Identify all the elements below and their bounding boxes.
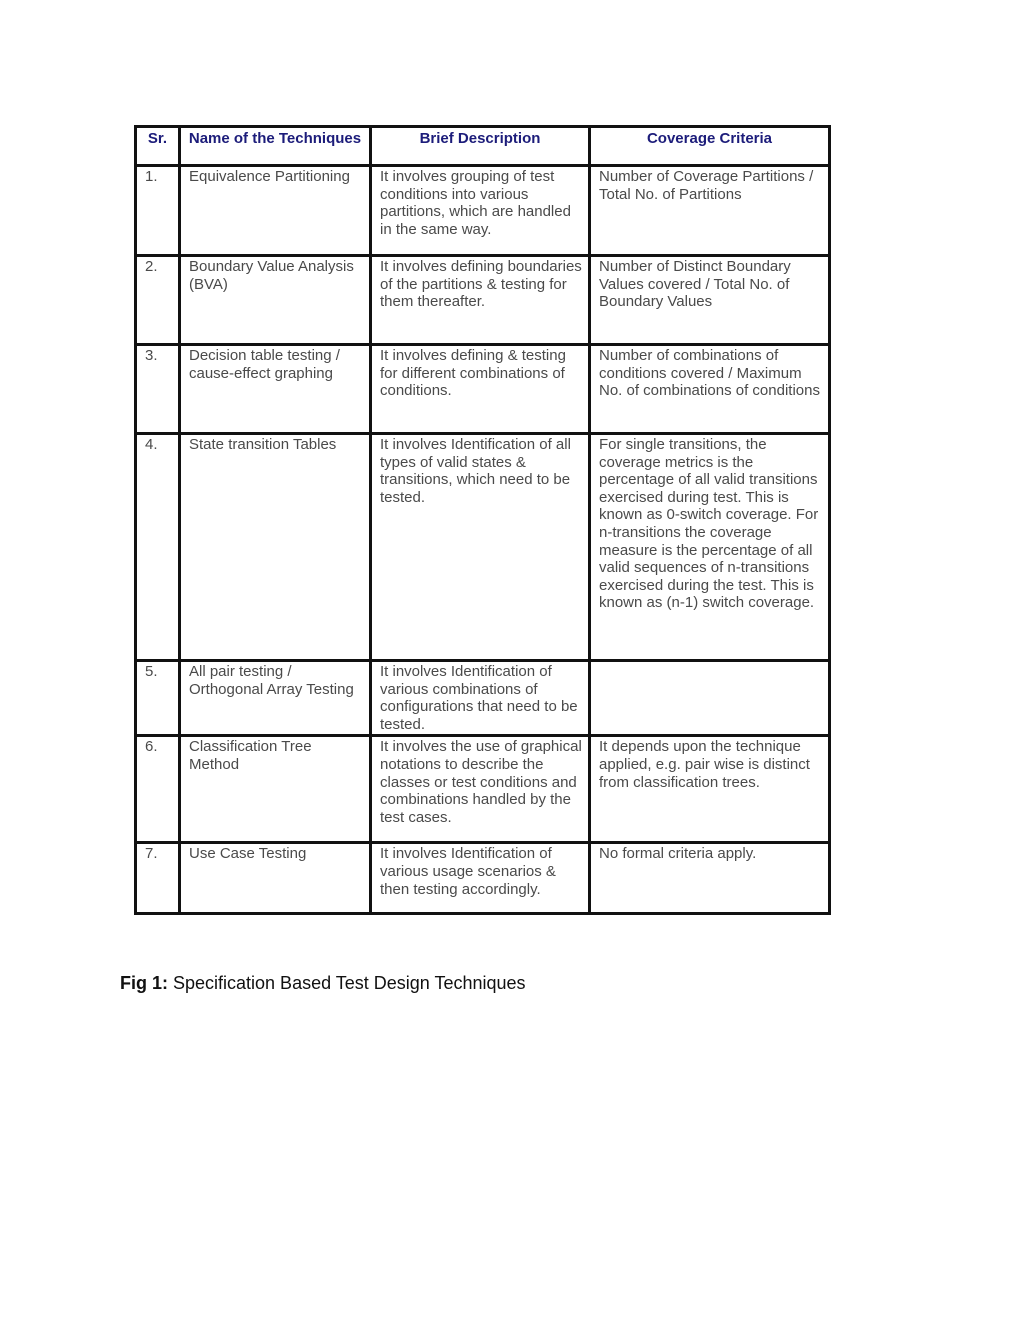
figure-caption [120, 973, 526, 994]
cell-description: It involves defining boundaries of the partitions & testing for them thereafter. [371, 256, 590, 345]
cell-sr: 3. [136, 345, 180, 434]
cell-sr: 1. [136, 166, 180, 256]
table-row [136, 434, 830, 661]
cell-description: It involves Identification of various usage scenarios & then testing accordingly. [371, 843, 590, 914]
cell-name: All pair testing / Orthogonal Array Testing [180, 661, 371, 736]
header-name: Name of the Techniques [180, 127, 371, 166]
table-row [136, 661, 830, 736]
cell-coverage: Number of combinations of conditions covered / Maximum No. of combinations of conditions [590, 345, 830, 434]
header-sr: Sr. [136, 127, 180, 166]
cell-name: Decision table testing / cause-effect graphing [180, 345, 371, 434]
cell-coverage: No formal criteria apply. [590, 843, 830, 914]
cell-description: It involves the use of graphical notations to describe the classes or test conditions and combinations handled by the test cases. [371, 736, 590, 843]
table-row [136, 736, 830, 843]
cell-name: Boundary Value Analysis (BVA) [180, 256, 371, 345]
cell-sr: 6. [136, 736, 180, 843]
cell-name: Use Case Testing [180, 843, 371, 914]
cell-coverage: Number of Distinct Boundary Values covered / Total No. of Boundary Values [590, 256, 830, 345]
cell-coverage: It depends upon the technique applied, e.g. pair wise is distinct from classification trees. [590, 736, 830, 843]
cell-name: Classification Tree Method [180, 736, 371, 843]
cell-sr: 7. [136, 843, 180, 914]
table-row [136, 166, 830, 256]
cell-description: It involves grouping of test conditions into various partitions, which are handled in the same way. [371, 166, 590, 256]
cell-sr: 4. [136, 434, 180, 661]
cell-name: State transition Tables [180, 434, 371, 661]
table-row [136, 345, 830, 434]
cell-description: It involves Identification of various combinations of configurations that need to be tested. [371, 661, 590, 736]
figure-caption-label: Fig 1: [120, 973, 168, 993]
cell-coverage: Number of Coverage Partitions / Total No. of Partitions [590, 166, 830, 256]
table-row [136, 843, 830, 914]
cell-sr: 2. [136, 256, 180, 345]
cell-name: Equivalence Partitioning [180, 166, 371, 256]
table-row [136, 256, 830, 345]
techniques-table [134, 125, 831, 915]
header-coverage: Coverage Criteria [590, 127, 830, 166]
cell-sr: 5. [136, 661, 180, 736]
cell-description: It involves defining & testing for different combinations of conditions. [371, 345, 590, 434]
figure-caption-text: Specification Based Test Design Techniques [168, 973, 526, 993]
techniques-table-container [134, 125, 831, 915]
cell-coverage [590, 661, 830, 736]
header-description: Brief Description [371, 127, 590, 166]
cell-coverage: For single transitions, the coverage metrics is the percentage of all valid transitions exercised during test. This is known as 0-switch coverage. For n-transitions the coverage measure is the percentage of all valid sequences of n-transitions exercised during the test. This is known as (n-1) switch coverage. [590, 434, 830, 661]
cell-description: It involves Identification of all types of valid states & transitions, which need to be tested. [371, 434, 590, 661]
table-header-row [136, 127, 830, 166]
